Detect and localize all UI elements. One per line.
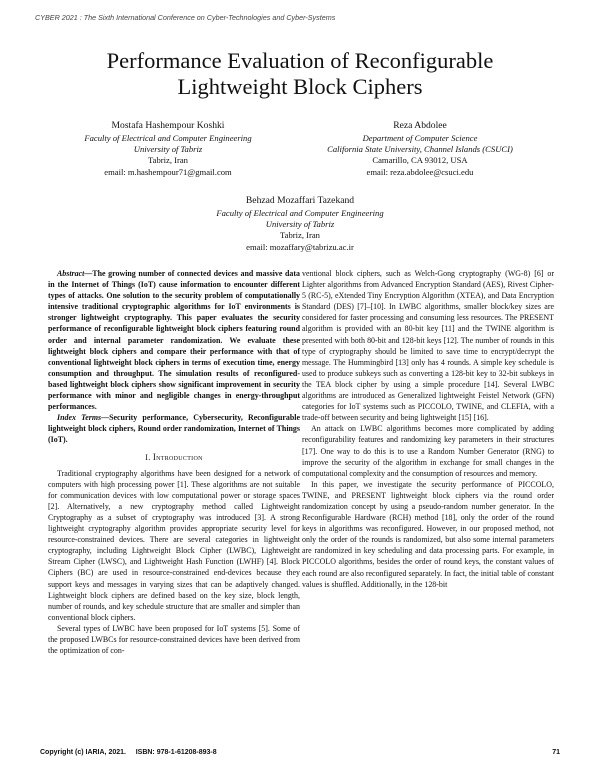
conference-header: CYBER 2021 : The Sixth International Conference on Cyber-Technologies and Cyber-Systems [35, 13, 336, 22]
section-title: Introduction [152, 451, 203, 462]
author-block-3 [180, 195, 420, 253]
page-number: 71 [552, 749, 560, 756]
author-institution: University of Tabriz [265, 219, 335, 230]
right-column [302, 268, 554, 590]
paragraph: An attack on LWBC algorithms becomes more complicated by adding reconfigurability features and randomizing key parameters in their structures [17]. One way to do this is to use a Random Number Generator (RNG) to improve the security of the algorithm in exchange for small changes in the computational complexity and the consumption of resources and memory. [302, 424, 554, 478]
author-email: email: m.hashempour71@gmail.com [104, 166, 232, 177]
index-terms-text: —Security performance, Cybersecurity, Reconfigurable lightweight block ciphers, Round order randomization, Internet of Things (IoT). [48, 413, 300, 445]
paragraph: Several types of LWBC have been proposed for IoT systems [5]. Some of the proposed LWBCs for resource-constrained devices have been derived from the optimization of con- [48, 623, 300, 656]
author-department: Faculty of Electrical and Computer Engineering [84, 133, 252, 143]
abstract [48, 268, 300, 412]
author-institution: University of Tabriz [133, 144, 203, 155]
footer-copyright [40, 749, 217, 756]
author-name: Mostafa Hashempour Koshki [111, 120, 225, 131]
paragraph: ventional block ciphers, such as Welch-Gong cryptography (WG-8) [6] or Lighter algorithms from Advanced Encryption Standard (AES), Rivest Cipher-5 (RC-5), eXtended Tiny Encryption Algorithm (XTEA), and Data Encryption Standard (DES) [7]–[10]. In LWBC algorithms, smaller block/key sizes are considered for faster processing and consuming less resources. The PRESENT algorithm is provided with an 80-bit key [11] and the TWINE algorithm is presented with both 80-bit and 128-bit keys [12]. The number of rounds in this type of cryptography should be limited to save time to encrypt/decrypt the message. The Hummingbird [13] only has 4 rounds. A simple key schedule is used to produce subkeys such as converting a 128-bit key to 32-bit subkeys in the TEA block cipher by using a simple procedure [14]. Several LWBC algorithms are introduced as Generalized lightweight Feistel Network (GFN) categories for IoT systems such as PICCOLO, TWINE, and CLEFIA, with a trade-off between security and being lightweight [15] [16]. [302, 269, 554, 423]
index-terms-lead: Index Terms [57, 413, 102, 423]
paragraph: In this paper, we investigate the security performance of PICCOLO, TWINE, and PRESENT lightweight block ciphers via the round order randomization concept by using a pseudo-random number generator. In the Reconfigurable Hardware (RCH) method [18], only the order of the round keys in algorithms was reconfigured. However, in our proposed method, not only the order of the rounds is randomized, but also some internal parameters are randomized in key scheduling and data processing parts. For example, in PICCOLO algorithms, besides the order of round keys, the constant values of each round are also reconfigured separately. In fact, the initial table of constant values is shuffled. Additionally, in the 128-bit [302, 479, 554, 589]
section-number: I. [145, 452, 151, 462]
abstract-text: —The growing number of connected devices and massive data in the Internet of Things (IoT) cause information to encounter different types of attacks. One solution to the security problem of computationally intensive traditional cryptographic algorithms for IoT environments is stronger lightweight cryptography. This paper evaluates the security performance of reconfigurable lightweight block ciphers featuring round order and internal parameter randomization. We evaluate these lightweight block ciphers and compare their performance with that of conventional lightweight block ciphers in terms of execution time, energy consumption and throughput. The simulation results of reconfigured-based lightweight block ciphers show significant improvement in security performance with minor and negligible changes in energy-throughput performances. [48, 269, 300, 412]
author-name: Reza Abdolee [393, 120, 447, 131]
author-email: email: reza.abdolee@csuci.edu [366, 166, 474, 177]
author-block-1 [58, 120, 278, 178]
author-name: Behzad Mozaffari Tazekand [245, 195, 355, 206]
author-department: Department of Computer Science [362, 133, 478, 143]
paper-title [0, 48, 600, 100]
author-location: Tabriz, Iran [280, 230, 320, 241]
author-location: Camarillo, CA 93012, USA [372, 155, 468, 166]
title-line-1: Performance Evaluation of Reconfigurable [106, 48, 494, 73]
author-institution: California State University, Channel Islands (CSUCI) [327, 144, 513, 155]
author-location: Tabriz, Iran [148, 155, 188, 166]
isbn-text: ISBN: 978-1-61208-893-8 [135, 749, 217, 756]
author-block-2 [300, 120, 540, 178]
title-line-2: Lightweight Block Ciphers [177, 74, 423, 99]
section-heading-introduction [48, 452, 300, 463]
author-department: Faculty of Electrical and Computer Engineering [216, 208, 384, 218]
author-email: email: mozaffary@tabrizu.ac.ir [246, 241, 354, 252]
left-column [48, 268, 300, 656]
index-terms [48, 412, 300, 445]
paragraph: Traditional cryptography algorithms have been designed for a network of computers with high processing power [1]. These algorithms are not suitable for communication devices with low computational power or storage spaces [2]. Alternatively, a new cryptography method called Lightweight Cryptography as a subset of cryptography was introduced [3]. A strong lightweight cryptography algorithm provides appropriate security level for resource-constrained devices. There are several categories in lightweight cryptography, including Lightweight Block Cipher (LWBC), Lightweight Stream Cipher (LWSC), and Lightweight Hash Function (LWHF) [4]. Block Ciphers (BC) are used in resource-constrained end-devices because they support keys and messages in varying sizes that can be adaptively changed. Lightweight block ciphers are defined based on the key size, block length, number of rounds, and key schedule structure that are smaller and simpler than conventional block ciphers. [48, 468, 300, 622]
abstract-lead: Abstract [57, 269, 85, 278]
copyright-text: Copyright (c) IARIA, 2021. [40, 749, 126, 756]
